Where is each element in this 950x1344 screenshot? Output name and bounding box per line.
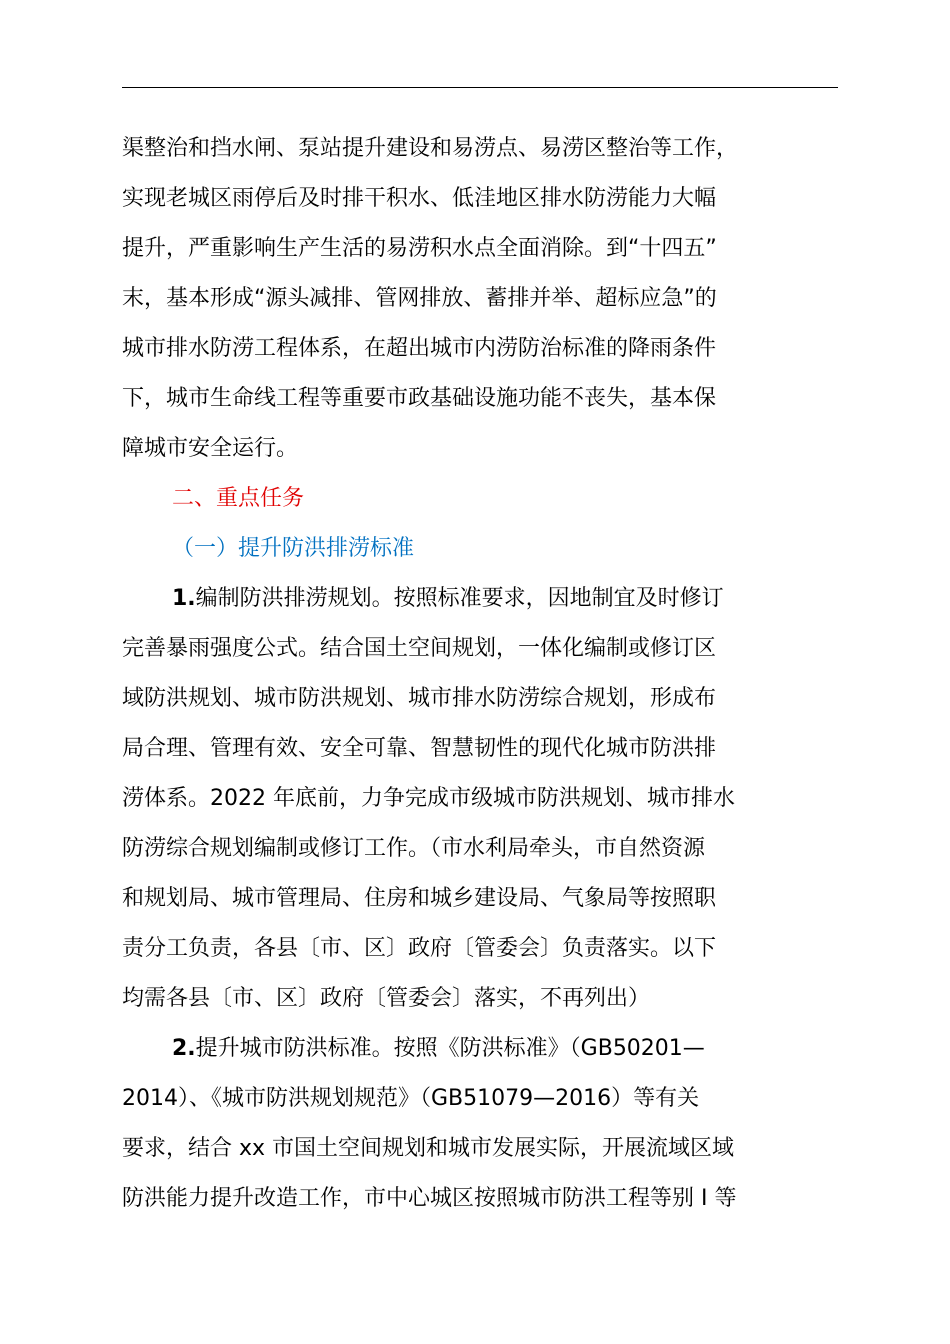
paragraph-line: 局合理、管理有效、安全可靠、智慧韧性的现代化城市防洪排	[122, 736, 717, 761]
paragraph-line: 提升，严重影响生产生活的易涝积水点全面消除。到“十四五”	[122, 236, 717, 261]
subsection-heading: （一）提升防洪排涝标准	[172, 536, 415, 561]
paragraph-line: 涝体系。2022 年底前，力争完成市级城市防洪规划、城市排水	[122, 786, 735, 811]
paragraph-line: 和规划局、城市管理局、住房和城乡建设局、气象局等按照职	[122, 886, 717, 911]
paragraph-line: 域防洪规划、城市防洪规划、城市排水防涝综合规划，形成布	[122, 686, 717, 711]
item-1-number: 1.	[172, 586, 196, 611]
paragraph-line: 责分工负责，各县〔市、区〕政府〔管委会〕负责落实。以下	[122, 936, 717, 961]
paragraph-line: 完善暴雨强度公式。结合国土空间规划，一体化编制或修订区	[122, 636, 717, 661]
section-heading: 二、重点任务	[172, 486, 305, 511]
paragraph-line: 要求，结合 xx 市国土空间规划和城市发展实际，开展流域区域	[122, 1136, 735, 1161]
paragraph-line: 防洪能力提升改造工作，市中心城区按照城市防洪工程等别 I 等	[122, 1186, 737, 1211]
item-2-number: 2.	[172, 1036, 196, 1061]
paragraph-line: 渠整治和挡水闸、泵站提升建设和易涝点、易涝区整治等工作，	[122, 136, 739, 161]
paragraph-line: 城市排水防涝工程体系，在超出城市内涝防治标准的降雨条件	[122, 336, 717, 361]
item-2-text: 提升城市防洪标准。按照《防洪标准》（GB50201—	[195, 1036, 705, 1061]
paragraph-line: 防涝综合规划编制或修订工作。（市水利局牵头，市自然资源	[122, 836, 706, 861]
item-1-first-line	[172, 584, 724, 614]
paragraph-line: 2014）、《城市防洪规划规范》（GB51079—2016）等有关	[122, 1086, 700, 1111]
paragraph-line: 障城市安全运行。	[122, 436, 299, 461]
paragraph-line: 下，城市生命线工程等重要市政基础设施功能不丧失，基本保	[122, 386, 717, 411]
paragraph-line: 末，基本形成“源头减排、管网排放、蓄排并举、超标应急”的	[122, 286, 717, 311]
header-rule	[122, 87, 838, 88]
paragraph-line: 均需各县〔市、区〕政府〔管委会〕落实，不再列出）	[122, 986, 651, 1011]
paragraph-line: 实现老城区雨停后及时排干积水、低洼地区排水防涝能力大幅	[122, 186, 717, 211]
item-2-first-line	[172, 1034, 705, 1064]
item-1-text: 编制防洪排涝规划。按照标准要求，因地制宜及时修订	[195, 586, 724, 611]
